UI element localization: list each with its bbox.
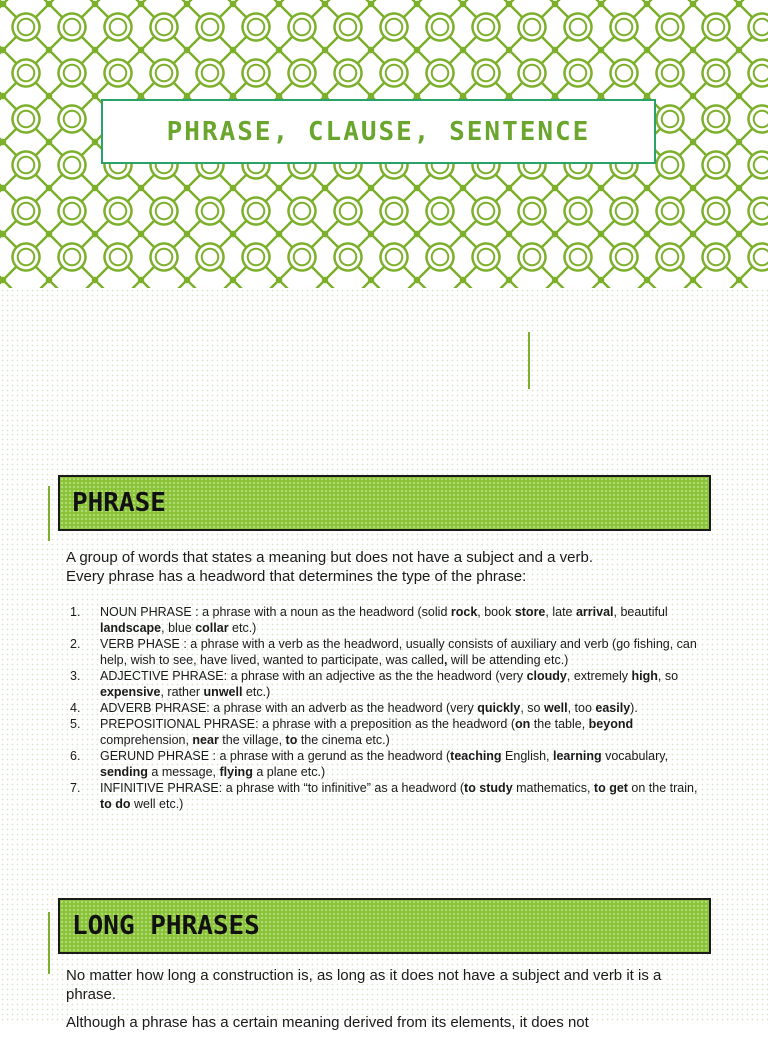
accent-bar — [528, 332, 530, 389]
list-item — [70, 716, 710, 748]
title-box — [101, 99, 656, 164]
accent-line-phrase — [48, 486, 50, 541]
section-header-phrase — [58, 475, 711, 531]
list-item-text: will be attending etc.) — [447, 653, 569, 667]
list-item-text: PREPOSITIONAL PHRASE: a phrase with a preposition as the headword ( — [100, 717, 516, 731]
bold-headword: flying — [219, 765, 253, 779]
bold-headword: collar — [195, 621, 229, 635]
list-item-text: , rather — [160, 685, 204, 699]
list-item-text: the cinema etc.) — [297, 733, 390, 747]
list-item-text: ADVERB PHRASE: a phrase with an adverb as the headword (very — [100, 701, 478, 715]
list-item-text: , extremely — [566, 669, 632, 683]
definition-line: Every phrase has a headword that determines the type of the phrase: — [66, 568, 527, 585]
list-item-text: English, — [501, 749, 553, 763]
list-item-text: ADJECTIVE PHRASE: a phrase with an adjective as the the headword (very — [100, 669, 527, 683]
bold-headword: landscape — [100, 621, 162, 635]
section-title-phrase: PHRASE — [72, 488, 166, 518]
list-item-text: , so — [657, 669, 679, 683]
list-item-text: , late — [545, 605, 576, 619]
list-item-text: a plane etc.) — [252, 765, 326, 779]
list-item-text: comprehension, — [100, 733, 193, 747]
list-item-text: on the train, — [627, 781, 698, 795]
section-header-long-phrases — [58, 898, 711, 954]
bold-headword: to get — [593, 781, 628, 795]
phrase-types-list — [70, 604, 710, 812]
bold-headword: teaching — [450, 749, 502, 763]
list-item-text: the village, — [218, 733, 286, 747]
paragraph: Although a phrase has a certain meaning derived from its elements, it does not — [66, 1014, 589, 1031]
list-item-text: , book — [477, 605, 515, 619]
list-item — [70, 668, 710, 700]
bold-headword: on — [515, 717, 531, 731]
list-item — [70, 700, 710, 716]
list-item-text: , beautiful — [613, 605, 668, 619]
bold-headword: unwell — [203, 685, 243, 699]
list-item-text: NOUN PHRASE : a phrase with a noun as the headword (solid — [100, 605, 451, 619]
bold-headword: sending — [100, 765, 148, 779]
bold-headword: expensive — [100, 685, 161, 699]
bold-headword: beyond — [588, 717, 634, 731]
list-item-text: , blue — [161, 621, 196, 635]
bold-headword: quickly — [477, 701, 521, 715]
list-item-text: VERB PHASE : a phrase with a verb as the headword, usually consists of auxiliary and verb (go fishing, can help, wish to see, have lived, wanted to participate, was called — [100, 637, 697, 667]
list-item-text: etc.) — [242, 685, 271, 699]
list-item — [70, 604, 710, 636]
bold-headword: near — [192, 733, 219, 747]
title-slide — [0, 0, 768, 288]
section-title-long-phrases: LONG PHRASES — [72, 911, 260, 941]
phrase-definition — [66, 548, 706, 586]
bold-headword: to — [285, 733, 298, 747]
bold-headword: well — [543, 701, 568, 715]
bold-headword: easily — [595, 701, 631, 715]
bold-headword: to study — [464, 781, 513, 795]
list-item-text: , too — [567, 701, 596, 715]
bold-headword: rock — [450, 605, 478, 619]
long-phrases-text — [66, 966, 706, 1041]
list-item-number: 5. — [70, 717, 81, 731]
accent-line-long — [48, 912, 50, 974]
list-item-text: etc.) — [228, 621, 257, 635]
list-item-number: 3. — [70, 669, 81, 683]
blank-slide — [0, 288, 768, 432]
list-item-text: INFINITIVE PHRASE: a phrase with “to infinitive” as a headword ( — [100, 781, 465, 795]
list-item-text: a message, — [147, 765, 220, 779]
list-item-text: ). — [630, 701, 638, 715]
list-item-text: well etc.) — [130, 797, 184, 811]
list-item-number: 4. — [70, 701, 81, 715]
bold-headword: high — [631, 669, 658, 683]
list-item-number: 6. — [70, 749, 81, 763]
paragraph: No matter how long a construction is, as long as it does not have a subject and verb it is a phrase. — [66, 967, 662, 1003]
list-item-text: the table, — [530, 717, 589, 731]
list-item — [70, 748, 710, 780]
list-item-number: 2. — [70, 637, 81, 651]
bold-headword: to do — [100, 797, 131, 811]
list-item-number: 1. — [70, 605, 81, 619]
list-item-number: 7. — [70, 781, 81, 795]
list-item — [70, 780, 710, 812]
list-item — [70, 636, 710, 668]
bold-headword: arrival — [575, 605, 614, 619]
bold-headword: learning — [553, 749, 602, 763]
definition-line: A group of words that states a meaning but does not have a subject and a verb. — [66, 549, 594, 566]
list-item-text: mathematics, — [512, 781, 594, 795]
list-item-text: vocabulary, — [601, 749, 669, 763]
page-title: PHRASE, CLAUSE, SENTENCE — [166, 116, 591, 147]
bold-headword: cloudy — [526, 669, 567, 683]
bold-headword: , — [443, 653, 448, 667]
bold-headword: store — [514, 605, 546, 619]
list-item-text: GERUND PHRASE : a phrase with a gerund as the headword ( — [100, 749, 451, 763]
list-item-text: , so — [520, 701, 544, 715]
